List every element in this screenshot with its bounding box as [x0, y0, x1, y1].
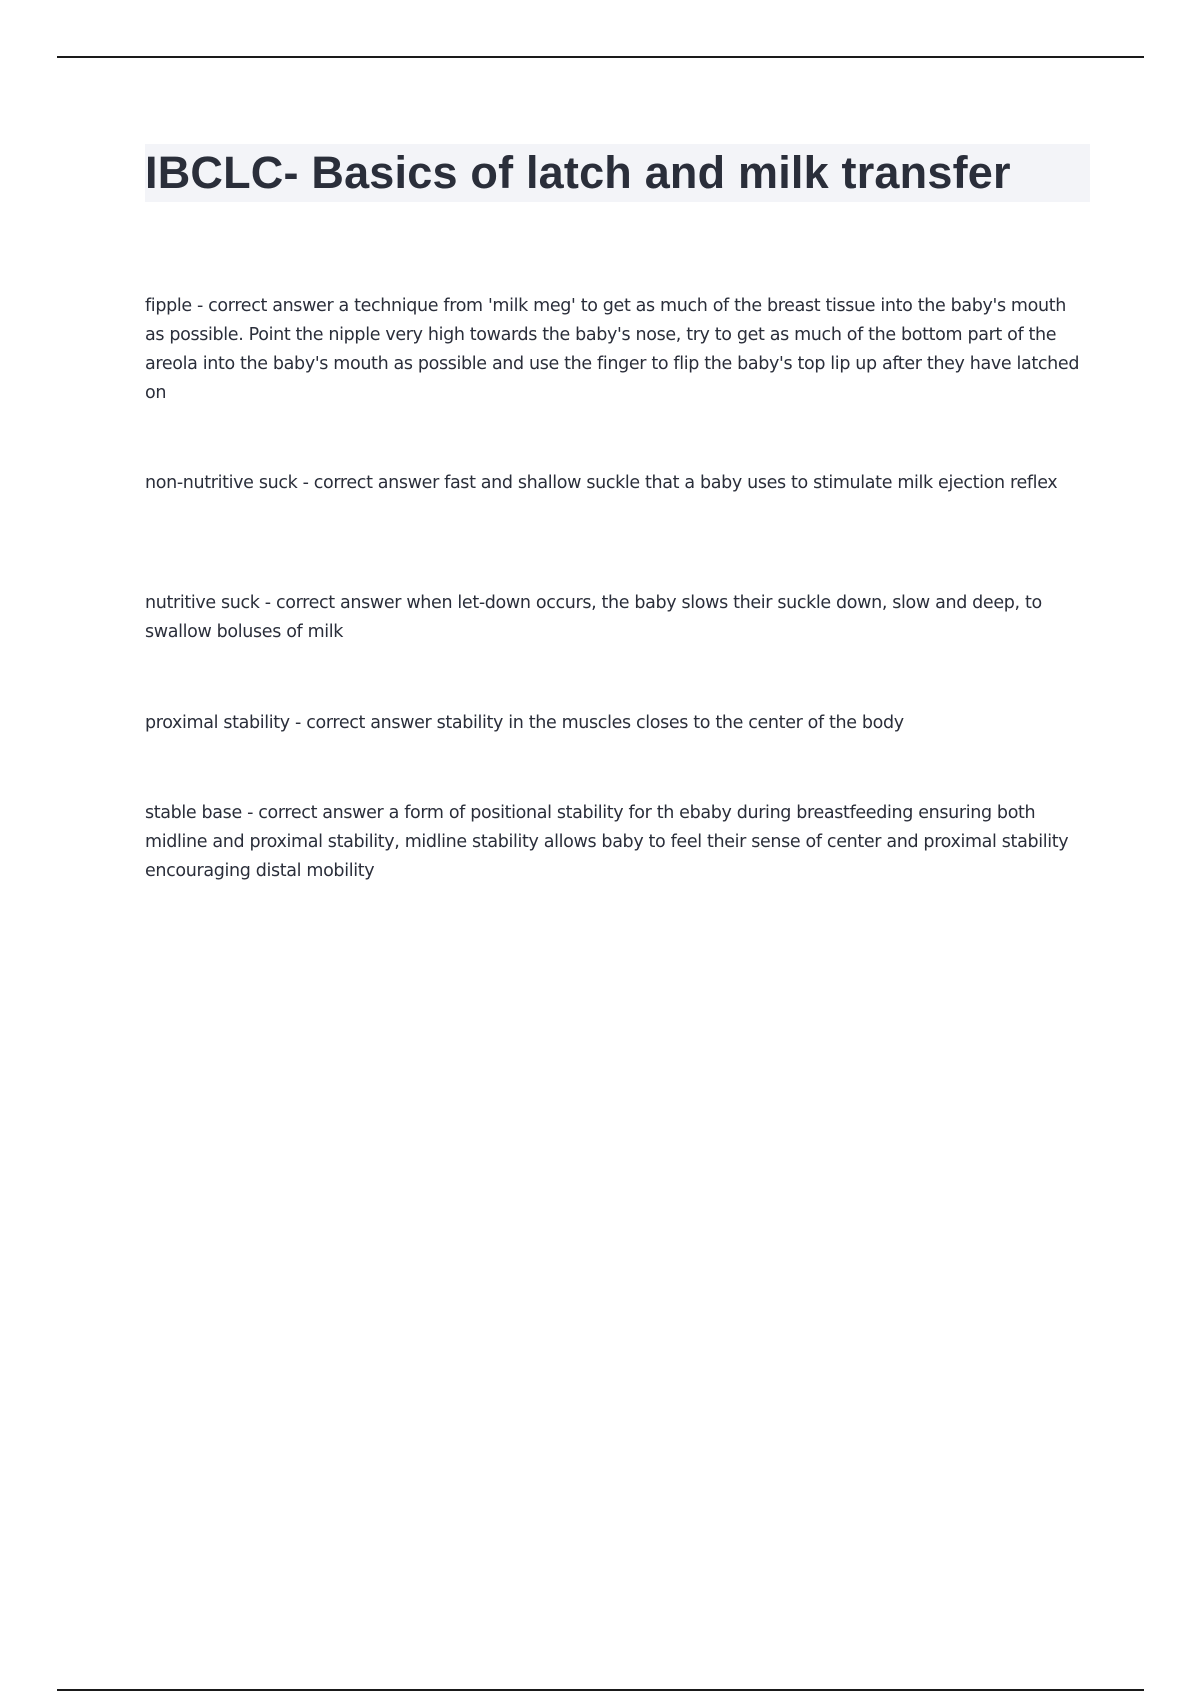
entry-non-nutritive-suck: non-nutritive suck - correct answer fast and shallow suckle that a baby uses to stimulate milk ejection reflex — [145, 473, 1058, 493]
entry-fipple: fipple - correct answer a technique from 'milk meg' to get as much of the breast tissue into the baby's mouth as possible. Point the nipple very high towards the baby's nose, try to get as much of the bottom part of the areola into the baby's mouth as possible and use the finger to flip the baby's top lip up after they have latched on — [145, 296, 1080, 403]
footer-rule — [57, 1689, 1144, 1691]
header-rule — [57, 56, 1144, 58]
entry-stable-base: stable base - correct answer a form of positional stability for th ebaby during breastfeeding ensuring both midline and proximal stability, midline stability allows baby to feel their sense of center and proximal stability encouraging distal mobility — [145, 803, 1069, 881]
entry-proximal-stability: proximal stability - correct answer stability in the muscles closes to the center of the body — [145, 713, 904, 733]
document-title: IBCLC- Basics of latch and milk transfer — [145, 147, 1011, 198]
entry-nutritive-suck: nutritive suck - correct answer when let-down occurs, the baby slows their suckle down, slow and deep, to swallow boluses of milk — [145, 593, 1042, 642]
